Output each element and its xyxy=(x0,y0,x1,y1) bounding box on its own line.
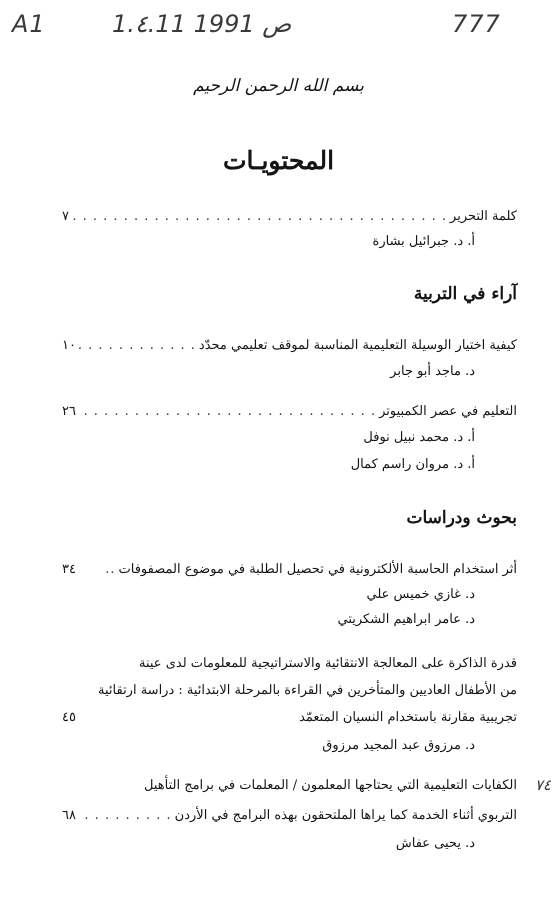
entry-page-number: ٣٤ xyxy=(62,561,76,577)
entry-author: د. مرزوق عبد المجيد مرزوق xyxy=(322,738,475,753)
toc-entry-memory-capacity-last-line[interactable] xyxy=(62,706,517,728)
toc-entry-editorial[interactable] xyxy=(62,205,517,227)
entry-author: أ. د. جبرائيل بشارة xyxy=(372,234,475,249)
entry-page-number: ١٠ xyxy=(62,337,76,353)
entry-title-line: التربوي أثناء الخدمة كما يراها الملتحقون بهذه البرامج في الأردن xyxy=(174,807,517,823)
dot-leader xyxy=(79,404,376,419)
entry-title-line: الكفايات التعليمية التي يحتاجها المعلمون / المعلمات في برامج التأهيل xyxy=(143,778,517,793)
entry-author: أ. د. محمد نبيل نوفل xyxy=(363,430,475,445)
basmala: بسم الله الرحمن الرحيم xyxy=(193,76,364,96)
handwritten-code: A1 xyxy=(12,10,46,38)
handwritten-number: 777 xyxy=(452,10,501,38)
entry-title-line: تجريبية مقارنة باستخدام النسيان المتعمّد xyxy=(299,709,517,725)
entry-title: كيفية اختيار الوسيلة التعليمية المناسبة لموقف تعليمي محدّد xyxy=(198,337,517,353)
toc-entry-teacher-competencies-last-line[interactable] xyxy=(62,804,517,826)
entry-author: أ. د. مروان راسم كمال xyxy=(350,457,475,472)
entry-author: د. يحيى عفاش xyxy=(395,836,475,851)
entry-title: التعليم في عصر الكمبيوتر xyxy=(379,403,517,419)
handwritten-date: 1.٤.11 ص 1991 xyxy=(112,10,292,38)
entry-page-number: ٦٨ xyxy=(62,807,76,823)
entry-title-line: من الأطفال العاديين والمتأخرين في القراءة بالمرحلة الابتدائية : دراسة ارتقائية xyxy=(98,683,517,698)
entry-author: د. غازي خميس علي xyxy=(366,587,475,602)
toc-entry-media-selection[interactable] xyxy=(62,334,517,356)
entry-author: د. عامر ابراهيم الشكريتي xyxy=(337,612,475,627)
entry-title-line: قدرة الذاكرة على المعالجة الانتقائية والاستراتيجية للمعلومات لدى عينة xyxy=(138,656,517,671)
entry-page-number: ٢٦ xyxy=(62,403,76,419)
dot-leader xyxy=(72,209,447,224)
dot-leader: .. xyxy=(105,561,116,577)
section-heading-opinions: آراء في التربية xyxy=(413,284,517,304)
toc-entry-memory-capacity[interactable] xyxy=(78,650,517,704)
entry-author: د. ماجد أبو جابر xyxy=(390,364,475,379)
toc-entry-calculator-matrices[interactable] xyxy=(62,558,517,580)
toc-entry-computer-age[interactable] xyxy=(62,400,517,422)
handwritten-margin-mark: ٧٤ xyxy=(534,776,551,794)
entry-page-number: ٧ xyxy=(62,208,69,224)
dot-leader xyxy=(79,808,172,823)
entry-page-number: ٤٥ xyxy=(62,709,76,725)
page-title: المحتويـات xyxy=(222,146,335,175)
entry-title: أثر استخدام الحاسبة الألكترونية في تحصيل الطلبة في موضوع المصفوفات xyxy=(118,561,517,577)
entry-title: كلمة التحرير xyxy=(450,208,517,224)
dot-leader xyxy=(79,338,196,353)
toc-entry-teacher-competencies[interactable] xyxy=(78,772,517,799)
section-heading-research: بحوث ودراسات xyxy=(406,508,517,528)
